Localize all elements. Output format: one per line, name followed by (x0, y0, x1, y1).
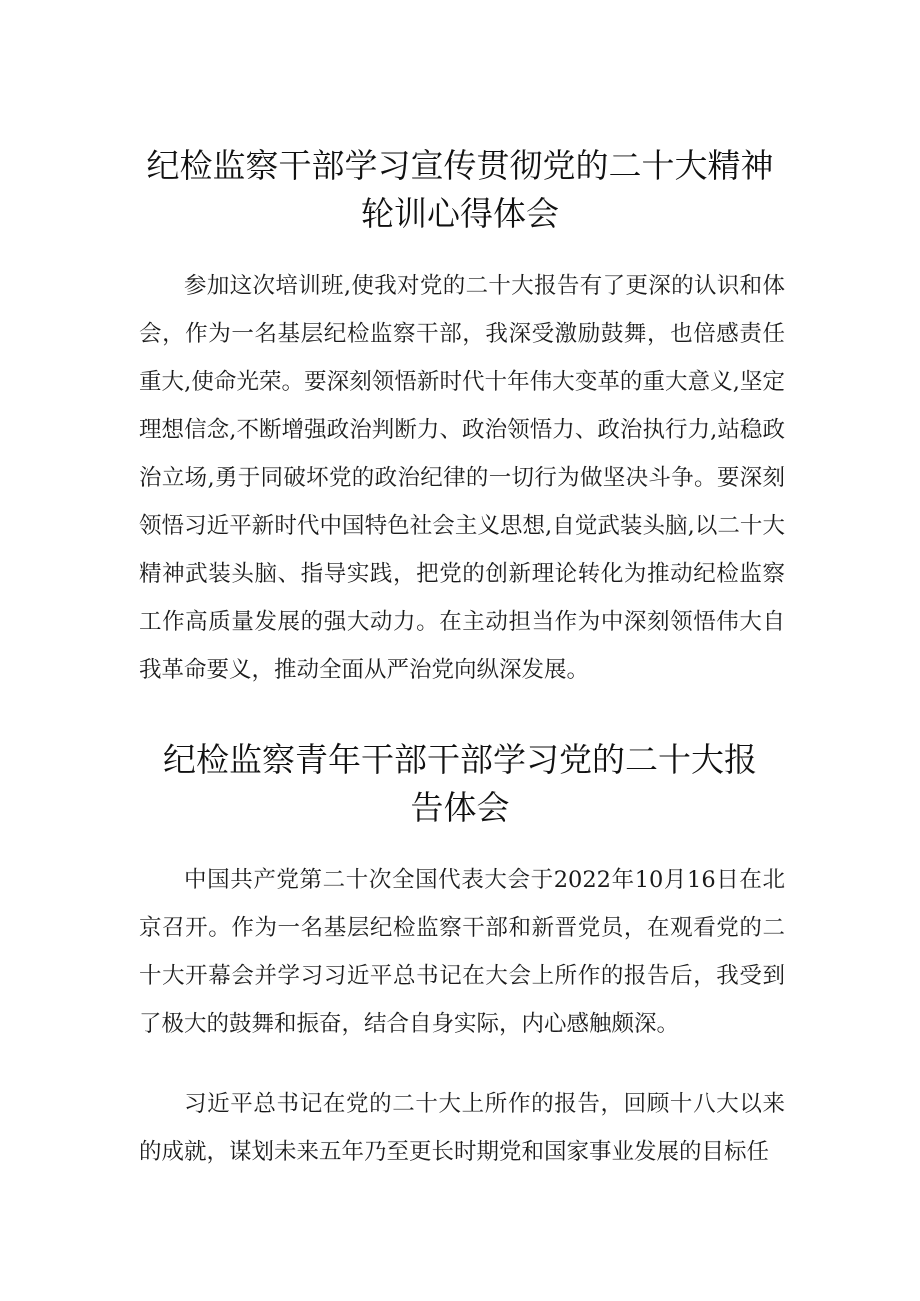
title-line: 纪检监察干部学习宣传贯彻党的二十大精神 (146, 146, 774, 185)
section-title (120, 736, 800, 832)
body-paragraph: 参加这次培训班,使我对党的二十大报告有了更深的认识和体会，作为一名基层纪检监察干部，我深受激励鼓舞，也倍感责任重大,使命光荣。要深刻领悟新时代十年伟大变革的重大意义,坚定理想信念,不断增强政治判断力、政治领悟力、政治执行力,站稳政治立场,勇于同破坏党的政治纪律的一切行为做坚决斗争。要深刻领悟习近平新时代中国特色社会主义思想,自觉武装头脑,以二十大精神武装头脑、指导实践，把党的创新理论转化为推动纪检监察工作高质量发展的强大动力。在主动担当作为中深刻领悟伟大自我革命要义，推动全面从严治党向纵深发展。 (139, 273, 785, 683)
title-line: 轮训心得体会 (361, 194, 559, 233)
section-title (120, 142, 800, 238)
title-line: 纪检监察青年干部干部学习党的二十大报 (163, 740, 757, 779)
title-line: 告体会 (410, 788, 510, 827)
body-paragraph: 中国共产党第二十次全国代表大会于2022年10月16日在北京召开。作为一名基层纪检监察干部和新晋党员，在观看党的二十大开幕会并学习习近平总书记在大会上所作的报告后，我受到了极大的鼓舞和振奋，结合自身实际，内心感触颇深。 (139, 867, 785, 1037)
body-paragraph: 习近平总书记在党的二十大上所作的报告，回顾十八大以来的成就，谋划未来五年乃至更长时期党和国家事业发展的目标任 (139, 1091, 785, 1165)
